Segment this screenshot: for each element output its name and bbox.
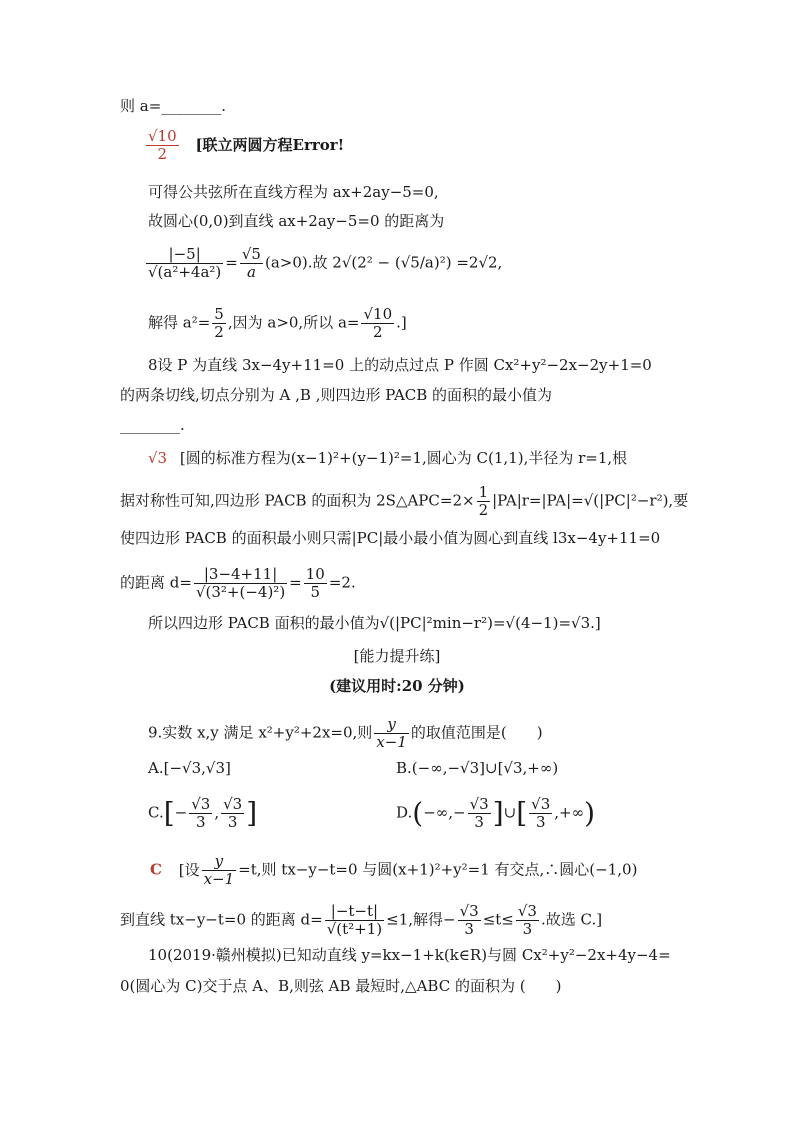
frac-den: √(3²+(−4)²) <box>195 583 286 601</box>
fraction <box>146 246 223 281</box>
text: = <box>289 573 302 592</box>
q8-line-3 <box>120 414 185 436</box>
frac-num: √3 <box>459 902 479 920</box>
frac-num: |−5| <box>146 246 223 264</box>
q7-answer-line <box>144 128 344 163</box>
fraction <box>212 306 226 341</box>
frac-den: 3 <box>522 920 533 938</box>
bracket: ) <box>584 796 596 830</box>
text: 使四边形 PACB 的面积最小则只需|PC|最小最小值为圆心到直线 l3x−4y+11=0 <box>120 529 661 547</box>
text: 据对称性可知,四边形 PACB 的面积为 2S△APC=2× <box>120 491 475 510</box>
frac-den: x−1 <box>376 733 407 751</box>
q8-answer-line-4 <box>120 566 356 601</box>
q8-answer-line-3 <box>120 527 660 549</box>
q7-answer-fraction <box>146 128 179 163</box>
frac-den: 3 <box>196 813 206 831</box>
fraction <box>221 796 244 831</box>
frac-num: √5 <box>241 245 261 263</box>
frac-num: |3−4+11| <box>194 566 287 584</box>
text: 9.实数 x,y 满足 x²+y²+2x=0,则 <box>148 723 373 742</box>
text: 所以四边形 PACB 面积的最小值为√(|PC|²min−r²)=√(4−1)=√3.] <box>148 614 601 632</box>
frac-den: 3 <box>464 920 474 938</box>
frac-num: √10 <box>363 305 393 323</box>
text: ________. <box>120 416 185 434</box>
text: 0(圆心为 C)交于点 A、B,则弦 AB 最短时,△ABC 的面积为 ( ) <box>120 977 562 995</box>
frac-den: 2 <box>214 323 224 341</box>
q9-answer-line-1 <box>150 853 637 888</box>
q9-option-d: D.(−∞,− $\frac{√3}{3}$ ]∪[ $\frac{√3}{3}$ ,+∞) <box>396 795 596 831</box>
frac-den: x−1 <box>203 870 235 888</box>
section-title <box>0 645 794 667</box>
fraction <box>477 484 491 519</box>
q8-line-1 <box>148 354 652 376</box>
frac-den: 3 <box>227 813 238 831</box>
frac-den: a <box>246 263 256 281</box>
frac-num: 1 <box>478 483 489 501</box>
q8-answer-line-5 <box>148 612 601 634</box>
text: [设 <box>178 860 200 879</box>
fraction <box>325 903 384 938</box>
text: ,因为 a>0,所以 a= <box>227 313 360 332</box>
q7-tail-text: 则 a=________. <box>120 97 227 115</box>
frac-den: 5 <box>310 583 321 601</box>
frac-num: √3 <box>223 795 243 813</box>
text: 10(2019·赣州模拟)已知动直线 y=kx−1+k(k∈R)与圆 Cx²+y²−2x+4y−4= <box>148 946 671 964</box>
frac-num: √3 <box>191 795 211 813</box>
fraction <box>194 566 287 601</box>
frac-den: 3 <box>535 813 546 831</box>
text: (a>0).故 2√(2² − (√5/a)²) =2√2, <box>264 253 503 272</box>
q7-sol-3 <box>144 246 502 281</box>
frac-num: √3 <box>469 795 489 813</box>
text: 8设 P 为直线 3x−4y+11=0 上的动点过点 P 作圆 Cx²+y²−2x−2y+1=0 <box>148 356 652 374</box>
fraction <box>516 903 539 938</box>
text: ≤t≤ <box>482 910 514 929</box>
frac-den: √(t²+1) <box>326 920 383 938</box>
bracket: ] <box>246 796 258 830</box>
text: ≤1,解得− <box>386 910 456 929</box>
q8-answer-line-2 <box>120 484 688 519</box>
text: 的取值范围是( ) <box>410 723 543 742</box>
frac-den: 2 <box>373 323 383 341</box>
frac-num: √3 <box>531 795 551 813</box>
text: =t,则 tx−y−t=0 与圆(x+1)²+y²=1 有交点,∴圆心(−1,0) <box>238 860 638 879</box>
text: A.[−√3,√3] <box>148 759 231 777</box>
frac-num: y <box>374 716 409 734</box>
fraction <box>458 903 481 938</box>
frac-num: y <box>202 853 237 871</box>
text: B.(−∞,−√3]∪[√3,+∞) <box>396 759 559 777</box>
frac-num: √10 <box>148 127 177 145</box>
frac-den: 3 <box>474 813 484 831</box>
fraction <box>529 796 552 831</box>
q9-answer-line-2 <box>120 903 602 938</box>
bracket: ] <box>492 796 504 830</box>
fraction <box>189 796 212 831</box>
fraction <box>202 853 237 888</box>
text: |PA|r=|PA|=√(|PC|²−r²),要 <box>492 491 689 510</box>
text: 可得公共弦所在直线方程为 ax+2ay−5=0, <box>148 183 439 201</box>
text: [圆的标准方程为(x−1)²+(y−1)²=1,圆心为 C(1,1),半径为 r=1,根 <box>179 449 628 467</box>
text: 到直线 tx−y−t=0 的距离 d= <box>120 910 323 929</box>
fraction <box>361 306 394 341</box>
text: 故圆心(0,0)到直线 ax+2ay−5=0 的距离为 <box>148 212 445 230</box>
q9-answer: C <box>150 860 162 879</box>
bracket: [ <box>163 796 175 830</box>
q7-answer-text: [联立两圆方程Error! <box>195 135 345 154</box>
q8-answer: √3 <box>148 449 168 467</box>
text: 解得 a²= <box>148 313 211 332</box>
q8-line-2 <box>120 384 552 406</box>
q7-sol-2 <box>148 210 444 232</box>
text: 的距离 d= <box>120 573 192 592</box>
text: 的两条切线,切点分别为 A ,B ,则四边形 PACB 的面积的最小值为 <box>120 386 553 404</box>
q7-tail <box>120 95 226 117</box>
bracket: [ <box>516 796 528 830</box>
text: [能力提升练] <box>353 647 441 665</box>
q9-stem <box>148 716 543 751</box>
q10-line-1 <box>148 944 671 966</box>
frac-den: 2 <box>157 145 168 163</box>
q8-answer-line-1 <box>148 447 627 469</box>
q9-option-b <box>396 757 558 779</box>
frac-num: 10 <box>305 565 325 583</box>
q9-option-a <box>148 757 231 779</box>
q9-option-c: C.[− $\frac{√3}{3}$ , $\frac{√3}{3}$ ] <box>148 795 258 831</box>
fraction <box>468 796 491 831</box>
fraction <box>374 716 409 751</box>
frac-num: |−t−t| <box>325 903 384 921</box>
frac-num: √3 <box>517 902 537 920</box>
text: (建议用时:20 分钟) <box>329 677 465 695</box>
q7-sol-1 <box>148 181 439 203</box>
text: .] <box>396 313 407 332</box>
text: C. <box>148 803 164 822</box>
fraction <box>304 566 327 601</box>
fraction <box>240 246 263 281</box>
q10-line-2 <box>120 975 561 997</box>
text: = <box>225 253 238 272</box>
section-time <box>0 675 794 697</box>
text: =2. <box>328 573 356 592</box>
frac-den: 2 <box>478 501 489 519</box>
text: .故选 C.] <box>540 910 603 929</box>
bracket: ( <box>412 796 424 830</box>
q7-sol-4 <box>148 306 407 341</box>
frac-num: 5 <box>214 305 224 323</box>
frac-den: √(a²+4a²) <box>148 263 222 281</box>
text: D. <box>396 803 413 822</box>
